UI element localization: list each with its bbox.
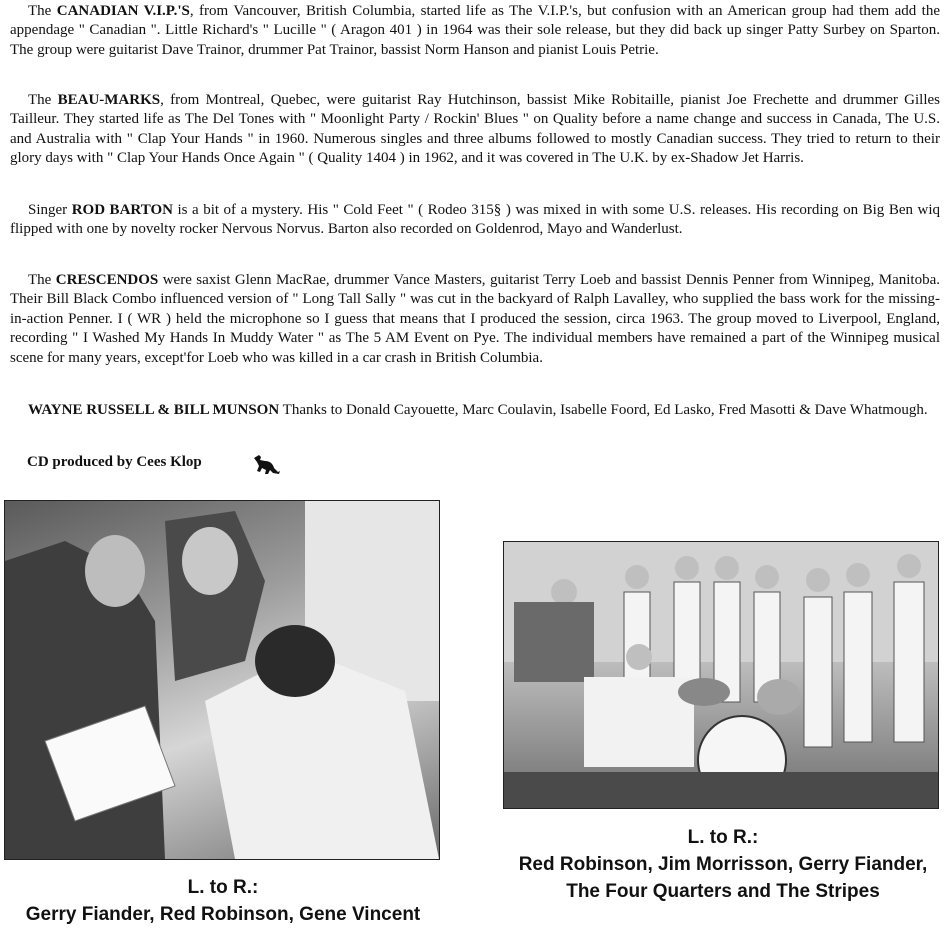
caption-names-continued: The Four Quarters and The Stripes [566,881,880,902]
paragraph-body: , from Montreal, Quebec, were guitarist Ray Hutchinson, bassist Mike Robitaille, pianist Joe Frechette and drummer Gilles Tailleur. They started life as The Del Tones with " Moonlight Party / Rockin' Blues " on Quality before a name change and success in Canada, The U.S. and Australia with " Clap Your Hands " in 1960. Numerous singles and three albums followed to mostly Canadian success. They tried to return to their glory days with " Clap Your Hands Once Again " ( Quality 1404 ) in 1962, and it was covered in The U.K. by ex-Shadow Jet Harris. [10,92,940,167]
photo-band-the-four-quarters [503,541,939,809]
photo-caption-right [498,824,948,905]
paragraph-prefix: The [28,3,57,19]
paragraph-body: Thanks to Donald Cayouette, Marc Coulavin, Isabelle Foord, Ed Lasko, Fred Masotti & Dave Whatmough. [279,402,928,418]
photo-fiander-robinson-vincent [4,500,440,860]
caption-heading: L. to R.: [687,827,759,848]
paragraph-beau-marks [10,91,940,169]
kangaroo-logo-icon [251,452,281,481]
paragraph-prefix: The [28,272,56,288]
band-name: CANADIAN V.I.P.'S [56,3,190,19]
photo-caption-left [0,874,446,928]
band-name: BEAU-MARKS [57,92,161,108]
paragraph-prefix: The [28,92,58,108]
producer-credit: CD produced by Cees Klop [27,454,202,470]
paragraph-canadian-vips [10,2,940,60]
paragraph-prefix: Singer [28,202,72,218]
paragraph-body: , from Vancouver, British Columbia, started life as The V.I.P.'s, but confusion with an American group had them add the appendage " Canadian ". Little Richard's " Lucille " ( Aragon 401 ) in 1964 was their sole release, but they did back up singer Patty Surbey on Sparton. The group were guitarist Dave Trainor, drummer Pat Trainor, bassist Norm Hanson and pianist Louis Petrie. [10,3,940,58]
artist-name: ROD BARTON [71,202,173,218]
paragraph-thanks [10,401,940,420]
caption-names: Gerry Fiander, Red Robinson, Gene Vincent [25,904,421,925]
author-names: WAYNE RUSSELL & BILL MUNSON [28,402,280,418]
paragraph-body: were saxist Glenn MacRae, drummer Vance Masters, guitarist Terry Loeb and bassist Dennis Penner from Winnipeg, Manitoba. Their Bill Black Combo influenced version of " Long Tall Sally " was cut in the backyard of Ralph Lavalley, who supplied the bass work for the missing-in-action Penner. I ( WR ) held the microphone so I guess that means that I produced the session, circa 1963. The group moved to Liverpool, England, recording " I Washed My Hands In Muddy Water " as The 5 AM Event on Pye. The individual members have remained a part of the Winnipeg musical scene for many years, except'for Loeb who was killed in a car crash in British Columbia. [10,272,940,366]
paragraph-crescendos [10,271,940,368]
paragraph-body: is a bit of a mystery. His " Cold Feet " ( Rodeo 315§ ) was mixed in with some U.S. releases. His recording on Big Ben wiq flipped with one by novelty rocker Nervous Norvus. Barton also recorded on Goldenrod, Mayo and Wanderlust. [10,202,941,238]
band-name: CRESCENDOS [55,272,159,288]
caption-heading: L. to R.: [187,877,259,898]
paragraph-rod-barton [10,201,940,240]
caption-names: Red Robinson, Jim Morrisson, Gerry Fiander, [518,854,928,875]
